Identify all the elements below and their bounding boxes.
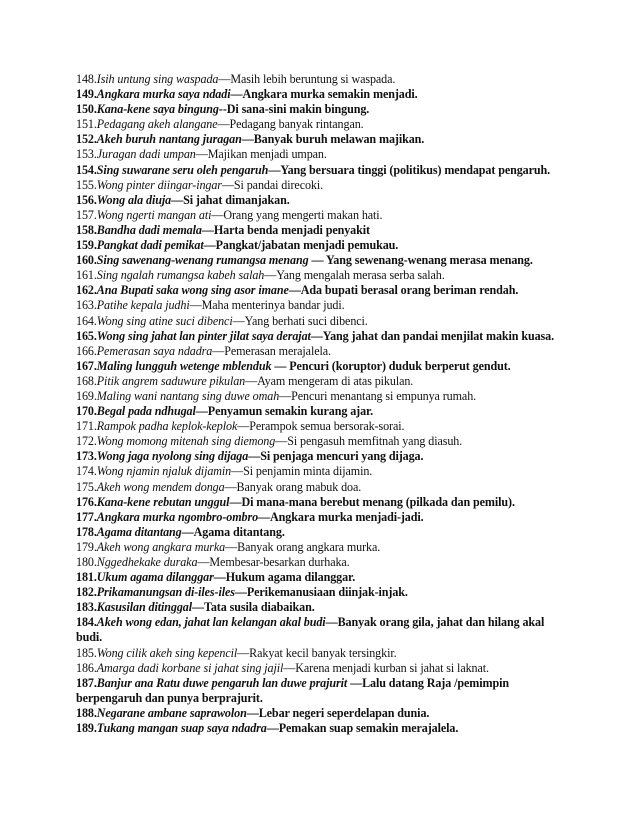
- translation: Angkara murka semakin menjadi.: [242, 87, 418, 102]
- javanese-phrase: Akeh wong edan, jahat lan kelangan akal budi: [96, 615, 326, 630]
- list-item: [76, 193, 566, 208]
- translation: Pemakan suap semakin merajalela.: [278, 721, 459, 736]
- separator: —: [266, 721, 279, 736]
- list-item: [76, 268, 566, 283]
- separator: —: [258, 509, 271, 524]
- list-item: [76, 495, 566, 510]
- entry-number: 175.: [76, 479, 97, 494]
- javanese-phrase: Ana Bupati saka wong sing asor imane: [96, 283, 289, 298]
- entry-number: 170.: [76, 404, 97, 419]
- translation: Pedagang banyak rintangan.: [229, 117, 364, 132]
- entry-number: 153.: [76, 147, 97, 162]
- javanese-phrase: Agama ditantang: [96, 524, 182, 539]
- list-item: [76, 253, 566, 268]
- list-item: [76, 600, 566, 615]
- entry-number: 184.: [76, 615, 97, 630]
- list-item: [76, 208, 566, 223]
- translation: Yang mengalah merasa serba salah.: [276, 268, 445, 283]
- separator: —: [268, 162, 281, 177]
- entry-number: 157.: [76, 207, 97, 222]
- entry-number: 161.: [76, 268, 97, 283]
- javanese-phrase: Pedagang akeh alangane: [96, 117, 218, 132]
- translation: Masih lebih beruntung si waspada.: [230, 72, 396, 86]
- document-body: [76, 72, 566, 736]
- translation: Yang bersuara tinggi (politikus) mendapat pengaruh.: [280, 162, 551, 177]
- translation: Perampok semua bersorak-sorai.: [249, 419, 405, 434]
- translation: Harta benda menjadi penyakit: [213, 222, 370, 237]
- translation: Penyamun semakin kurang ajar.: [207, 404, 374, 419]
- separator: —: [203, 238, 216, 253]
- entry-number: 151.: [76, 117, 97, 132]
- list-item: [76, 510, 566, 525]
- list-item: [76, 344, 566, 359]
- entry-number: 156.: [76, 192, 97, 207]
- list-item: [76, 449, 566, 464]
- translation: Angkara murka menjadi-jadi.: [270, 509, 424, 524]
- javanese-phrase: Wong njamin njaluk dijamin: [96, 464, 232, 479]
- javanese-phrase: Prikamanungsan di-iles-iles: [96, 585, 235, 600]
- entry-number: 164.: [76, 313, 97, 328]
- separator: —: [279, 388, 292, 403]
- translation: Pemerasan merajalela.: [224, 343, 331, 358]
- list-item: [76, 117, 566, 132]
- list-item: [76, 329, 566, 344]
- separator: —: [212, 343, 225, 358]
- separator: —: [271, 358, 290, 373]
- translation: Yang jahat dan pandai menjilat makin kuasa.: [322, 328, 555, 343]
- entry-number: 171.: [76, 419, 97, 434]
- entry-number: 183.: [76, 600, 97, 615]
- separator: —: [221, 177, 234, 192]
- translation: Lalu datang Raja /pemimpin berpengaruh dan punya berprajurit.: [76, 675, 509, 705]
- javanese-phrase: Akeh wong angkara murka: [96, 539, 226, 554]
- entry-number: 154.: [76, 162, 97, 177]
- list-item: [76, 238, 566, 253]
- entry-number: 186.: [76, 660, 97, 675]
- javanese-phrase: Amarga dadi korbane si jahat sing jajil: [96, 660, 284, 675]
- translation: Banyak buruh melawan majikan.: [253, 132, 425, 147]
- separator: —: [308, 253, 326, 268]
- javanese-phrase: Pangkat dadi pemikat: [96, 238, 204, 253]
- entry-number: 155.: [76, 177, 97, 192]
- entry-number: 148.: [76, 72, 97, 86]
- list-item: [76, 283, 566, 298]
- entry-number: 174.: [76, 464, 97, 479]
- translation: Yang berhati suci dibenci.: [244, 313, 368, 328]
- javanese-phrase: Wong sing jahat lan pinter jilat saya derajat: [96, 328, 311, 343]
- entry-number: 179.: [76, 539, 97, 554]
- separator: —: [225, 539, 238, 554]
- list-item: [76, 661, 566, 676]
- entry-number: 185.: [76, 645, 97, 660]
- list-item: [76, 480, 566, 495]
- list-item: [76, 87, 566, 102]
- javanese-phrase: Akeh wong mendem donga: [96, 479, 225, 494]
- javanese-phrase: Sing suwarane seru oleh pengaruh: [96, 162, 269, 177]
- javanese-phrase: Angkara murka ngombro-ombro: [96, 509, 259, 524]
- list-item: [76, 721, 566, 736]
- translation: Yang sewenang-wenang merasa menang.: [325, 253, 533, 268]
- entry-number: 152.: [76, 132, 97, 147]
- javanese-phrase: Banjur ana Ratu duwe pengaruh lan duwe prajurit: [96, 675, 348, 690]
- javanese-phrase: Tukang mangan suap saya ndadra: [96, 721, 267, 736]
- separator: —: [231, 464, 244, 479]
- javanese-phrase: Maling lungguh wetenge mblenduk: [96, 358, 272, 373]
- javanese-phrase: Wong pinter diingar-ingar: [96, 177, 222, 192]
- entry-number: 172.: [76, 434, 97, 449]
- list-item: [76, 540, 566, 555]
- entry-number: 173.: [76, 449, 97, 464]
- javanese-phrase: Wong ala diuja: [96, 192, 172, 207]
- separator: —: [181, 524, 194, 539]
- javanese-phrase: Sing sawenang-wenang rumangsa menang: [96, 253, 309, 268]
- javanese-phrase: Patihe kepala judhi: [96, 298, 190, 313]
- translation: Perikemanusiaan diinjak-injak.: [246, 585, 408, 600]
- list-item: [76, 585, 566, 600]
- separator: —: [245, 373, 258, 388]
- separator: -: [222, 102, 227, 117]
- translation: Ada bupati berasal orang beriman rendah.: [300, 283, 519, 298]
- entry-number: 181.: [76, 570, 97, 585]
- entry-number: 176.: [76, 494, 97, 509]
- list-item: [76, 570, 566, 585]
- javanese-phrase: Juragan dadi umpan: [96, 147, 196, 162]
- separator: —: [201, 222, 214, 237]
- javanese-phrase: Wong ngerti mangan ati: [96, 207, 212, 222]
- list-item: [76, 404, 566, 419]
- entry-number: 188.: [76, 705, 97, 720]
- translation: Si penjaga mencuri yang dijaga.: [260, 449, 424, 464]
- list-item: [76, 178, 566, 193]
- translation: Di mana-mana berebut menang (pilkada dan pemilu).: [241, 494, 515, 509]
- javanese-phrase: Isih untung sing waspada: [96, 72, 219, 86]
- javanese-phrase: Bandha dadi memala: [96, 222, 202, 237]
- translation: Agama ditantang.: [193, 524, 285, 539]
- separator: —: [234, 585, 247, 600]
- list-item: [76, 132, 566, 147]
- translation: Si pengasuh memfitnah yang diasuh.: [287, 434, 463, 449]
- javanese-phrase: Wong cilik akeh sing kepencil: [96, 645, 238, 660]
- separator: —: [229, 494, 242, 509]
- separator: —: [195, 147, 208, 162]
- javanese-phrase: Wong jaga nyolong sing dijaga: [96, 449, 249, 464]
- javanese-phrase: Kana-kene saya bingung-: [96, 102, 223, 117]
- translation: Banyak orang gila, jahat dan hilang akal budi.: [76, 615, 545, 645]
- separator: —: [189, 298, 202, 313]
- javanese-phrase: Maling wani nantang sing duwe omah: [96, 388, 280, 403]
- entry-number: 159.: [76, 238, 97, 253]
- translation: Di sana-sini makin bingung.: [226, 102, 370, 117]
- separator: —: [218, 72, 231, 86]
- separator: —: [325, 615, 338, 630]
- list-item: [76, 374, 566, 389]
- javanese-phrase: Begal pada ndhugal: [96, 404, 196, 419]
- javanese-phrase: Sing ngalah rumangsa kabeh salah: [96, 268, 265, 283]
- list-item: [76, 163, 566, 178]
- translation: Lebar negeri seperdelapan dunia.: [258, 705, 430, 720]
- list-item: [76, 555, 566, 570]
- javanese-phrase: Pemerasan saya ndadra: [96, 343, 213, 358]
- javanese-phrase: Kasusilan ditinggal: [96, 600, 192, 615]
- list-item: [76, 464, 566, 479]
- translation: Hukum agama dilanggar.: [225, 570, 356, 585]
- javanese-phrase: Wong momong mitenah sing diemong: [96, 434, 276, 449]
- javanese-phrase: Ukum agama dilanggar: [96, 570, 214, 585]
- list-item: [76, 72, 566, 87]
- entry-number: 169.: [76, 388, 97, 403]
- separator: —: [246, 705, 259, 720]
- entry-number: 165.: [76, 328, 97, 343]
- list-item: [76, 359, 566, 374]
- entry-number: 182.: [76, 585, 97, 600]
- translation: Si pandai direcoki.: [233, 177, 324, 192]
- separator: —: [197, 555, 210, 569]
- list-item: [76, 646, 566, 661]
- separator: —: [192, 600, 204, 615]
- separator: —: [347, 675, 363, 690]
- translation: Pangkat/jabatan menjadi pemukau.: [215, 238, 399, 253]
- separator: —: [195, 404, 208, 419]
- list-item: [76, 389, 566, 404]
- list-item: [76, 434, 566, 449]
- javanese-phrase: Nggedhekake duraka: [96, 555, 198, 569]
- separator: —: [264, 268, 277, 283]
- list-item: [76, 314, 566, 329]
- list-item: [76, 615, 566, 645]
- javanese-phrase: Wong sing atine suci dibenci: [96, 313, 233, 328]
- translation: Banyak orang mabuk doa.: [236, 479, 362, 494]
- entry-number: 158.: [76, 222, 97, 237]
- javanese-phrase: Pitik angrem saduwure pikulan: [96, 373, 246, 388]
- separator: —: [275, 434, 288, 449]
- entry-number: 150.: [76, 102, 97, 117]
- javanese-phrase: Rampok padha keplok-keplok: [96, 419, 238, 434]
- separator: —: [171, 192, 184, 207]
- entry-number: 168.: [76, 373, 97, 388]
- entry-number: 162.: [76, 283, 97, 298]
- translation: Maha menterinya bandar judi.: [201, 298, 345, 313]
- javanese-phrase: Akeh buruh nantang juragan: [96, 132, 242, 147]
- javanese-phrase: Angkara murka saya ndadi: [96, 87, 231, 102]
- list-item: [76, 706, 566, 721]
- entry-number: 178.: [76, 524, 97, 539]
- entry-number: 149.: [76, 87, 97, 102]
- list-item: [76, 102, 566, 117]
- separator: —: [217, 117, 230, 132]
- javanese-phrase: Negarane ambane saprawolon: [96, 705, 247, 720]
- entry-number: 177.: [76, 509, 97, 524]
- translation: Si jahat dimanjakan.: [183, 192, 290, 207]
- translation: Rakyat kecil banyak tersingkir.: [249, 645, 397, 660]
- separator: —: [211, 207, 224, 222]
- separator: —: [237, 645, 250, 660]
- entry-number: 187.: [76, 675, 97, 690]
- translation: Pencuri (koruptor) duduk berperut gendut.: [289, 358, 511, 373]
- entry-number: 189.: [76, 721, 97, 736]
- list-item: [76, 419, 566, 434]
- separator: —: [213, 570, 226, 585]
- list-item: [76, 676, 566, 706]
- separator: —: [283, 660, 296, 675]
- entry-number: 166.: [76, 343, 97, 358]
- list-item: [76, 298, 566, 313]
- separator: —: [310, 328, 323, 343]
- entry-number: 160.: [76, 253, 97, 268]
- translation: Banyak orang angkara murka.: [237, 539, 381, 554]
- list-item: [76, 525, 566, 540]
- separator: —: [232, 313, 245, 328]
- separator: —: [288, 283, 301, 298]
- list-item: [76, 223, 566, 238]
- entry-number: 163.: [76, 298, 97, 313]
- translation: Pencuri menantang si empunya rumah.: [291, 388, 477, 403]
- translation: Orang yang mengerti makan hati.: [223, 207, 383, 222]
- translation: Ayam mengeram di atas pikulan.: [257, 373, 414, 388]
- list-item: [76, 147, 566, 162]
- separator: —: [241, 132, 254, 147]
- translation: Tata susila diabaikan.: [204, 600, 315, 615]
- javanese-phrase: Kana-kene rebutan unggul: [96, 494, 230, 509]
- separator: —: [237, 419, 250, 434]
- separator: —: [230, 87, 243, 102]
- entry-number: 167.: [76, 358, 97, 373]
- entry-number: 180.: [76, 555, 97, 569]
- separator: —: [224, 479, 237, 494]
- separator: —: [248, 449, 261, 464]
- translation: Majikan menjadi umpan.: [207, 147, 327, 162]
- translation: Si penjamin minta dijamin.: [243, 464, 373, 479]
- translation: Membesar-besarkan durhaka.: [209, 555, 350, 569]
- translation: Karena menjadi kurban si jahat si laknat.: [295, 660, 489, 675]
